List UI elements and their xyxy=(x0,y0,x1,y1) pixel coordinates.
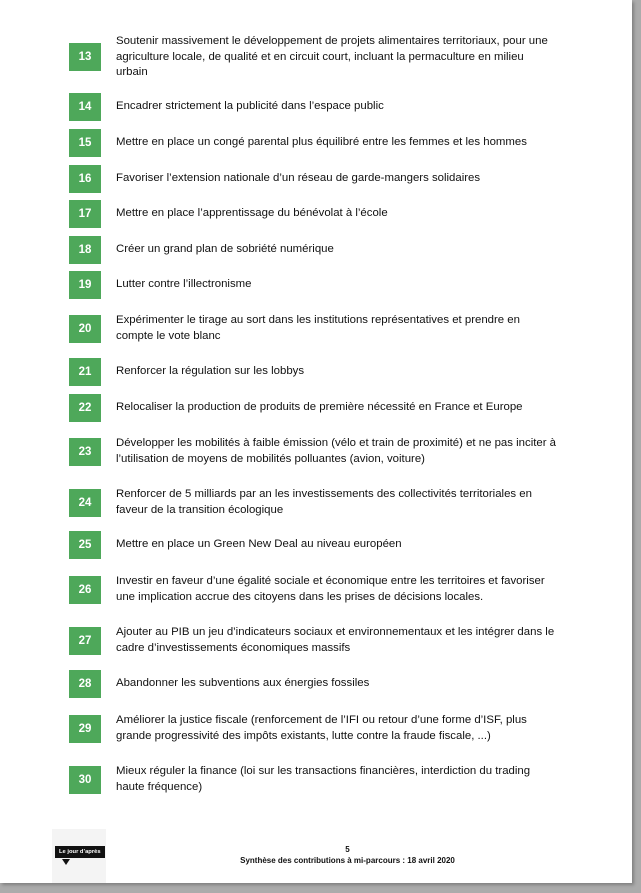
item-number-badge: 30 xyxy=(69,766,101,794)
item-number-badge: 27 xyxy=(69,627,101,655)
logo-text: Le jour d’après xyxy=(55,846,105,858)
item-text: Mettre en place un Green New Deal au niveau européen xyxy=(116,538,402,551)
item-number-badge: 21 xyxy=(69,358,101,386)
list-item xyxy=(69,531,592,559)
item-number-badge: 24 xyxy=(69,489,101,517)
item-text: Relocaliser la production de produits de première nécessité en France et Europe xyxy=(116,401,523,414)
item-number-badge: 17 xyxy=(69,200,101,228)
list-item xyxy=(69,93,592,121)
item-number-badge: 18 xyxy=(69,236,101,264)
item-number-badge: 20 xyxy=(69,315,101,343)
item-text: Mieux réguler la finance (loi sur les transactions financières, interdiction du trading haute fréquence) xyxy=(116,765,531,793)
item-text: Soutenir massivement le développement de projets alimentaires territoriaux, pour une agriculture locale, de qualité et en circuit court, incluant la permaculture en milieu urbain xyxy=(116,35,548,78)
list-item xyxy=(69,200,592,228)
item-text: Renforcer de 5 milliards par an les investissements des collectivités territoriales en faveur de la transition écologique xyxy=(116,488,532,516)
item-text: Investir en faveur d’une égalité sociale et économique entre les territoires et favoriser une implication accrue des citoyens dans les prises de décisions locales. xyxy=(116,575,545,603)
footer-text: Synthèse des contributions à mi-parcours : 18 avril 2020 xyxy=(240,856,455,865)
item-number-badge: 15 xyxy=(69,129,101,157)
list-item xyxy=(69,436,592,467)
item-text: Améliorer la justice fiscale (renforcement de l’IFI ou retour d’une forme d’ISF, plus grande progressivité des impôts existants, lutte contre la fraude fiscale, ...) xyxy=(116,714,527,742)
list-item xyxy=(69,394,592,422)
list-item xyxy=(69,574,592,605)
item-text: Lutter contre l’illectronisme xyxy=(116,278,252,291)
item-text: Favoriser l’extension nationale d’un réseau de garde-mangers solidaires xyxy=(116,172,481,185)
list-item xyxy=(69,358,592,386)
list-item xyxy=(69,34,592,81)
item-number-badge: 22 xyxy=(69,394,101,422)
list-item xyxy=(69,713,592,744)
item-number-badge: 14 xyxy=(69,93,101,121)
list-item xyxy=(69,670,592,698)
list-item xyxy=(69,165,592,193)
page-number: 5 xyxy=(345,845,350,854)
item-text: Abandonner les subventions aux énergies fossiles xyxy=(116,677,370,690)
list-item xyxy=(69,236,592,264)
list-item xyxy=(69,487,592,518)
list-item xyxy=(69,129,592,157)
item-number-badge: 13 xyxy=(69,43,101,71)
list-item xyxy=(69,271,592,299)
item-text: Développer les mobilités à faible émission (vélo et train de proximité) et ne pas inciter à l’utilisation de moyens de mobilités polluantes (avion, voiture) xyxy=(116,437,557,465)
list-item xyxy=(69,625,592,656)
item-text: Mettre en place l’apprentissage du bénévolat à l’école xyxy=(116,207,388,220)
item-number-badge: 29 xyxy=(69,715,101,743)
item-text: Renforcer la régulation sur les lobbys xyxy=(116,365,305,378)
item-text: Expérimenter le tirage au sort dans les institutions représentatives et prendre en compte le vote blanc xyxy=(116,314,520,342)
item-number-badge: 23 xyxy=(69,438,101,466)
item-number-badge: 28 xyxy=(69,670,101,698)
item-number-badge: 16 xyxy=(69,165,101,193)
item-text: Créer un grand plan de sobriété numérique xyxy=(116,243,334,256)
item-text: Encadrer strictement la publicité dans l’espace public xyxy=(116,100,384,113)
item-number-badge: 26 xyxy=(69,576,101,604)
item-text: Ajouter au PIB un jeu d’indicateurs sociaux et environnementaux et les intégrer dans le cadre d’investissements économiques massifs xyxy=(116,626,555,654)
list-item xyxy=(69,764,592,795)
item-text: Mettre en place un congé parental plus équilibré entre les femmes et les hommes xyxy=(116,136,527,149)
item-number-badge: 25 xyxy=(69,531,101,559)
list-item xyxy=(69,313,592,344)
item-number-badge: 19 xyxy=(69,271,101,299)
